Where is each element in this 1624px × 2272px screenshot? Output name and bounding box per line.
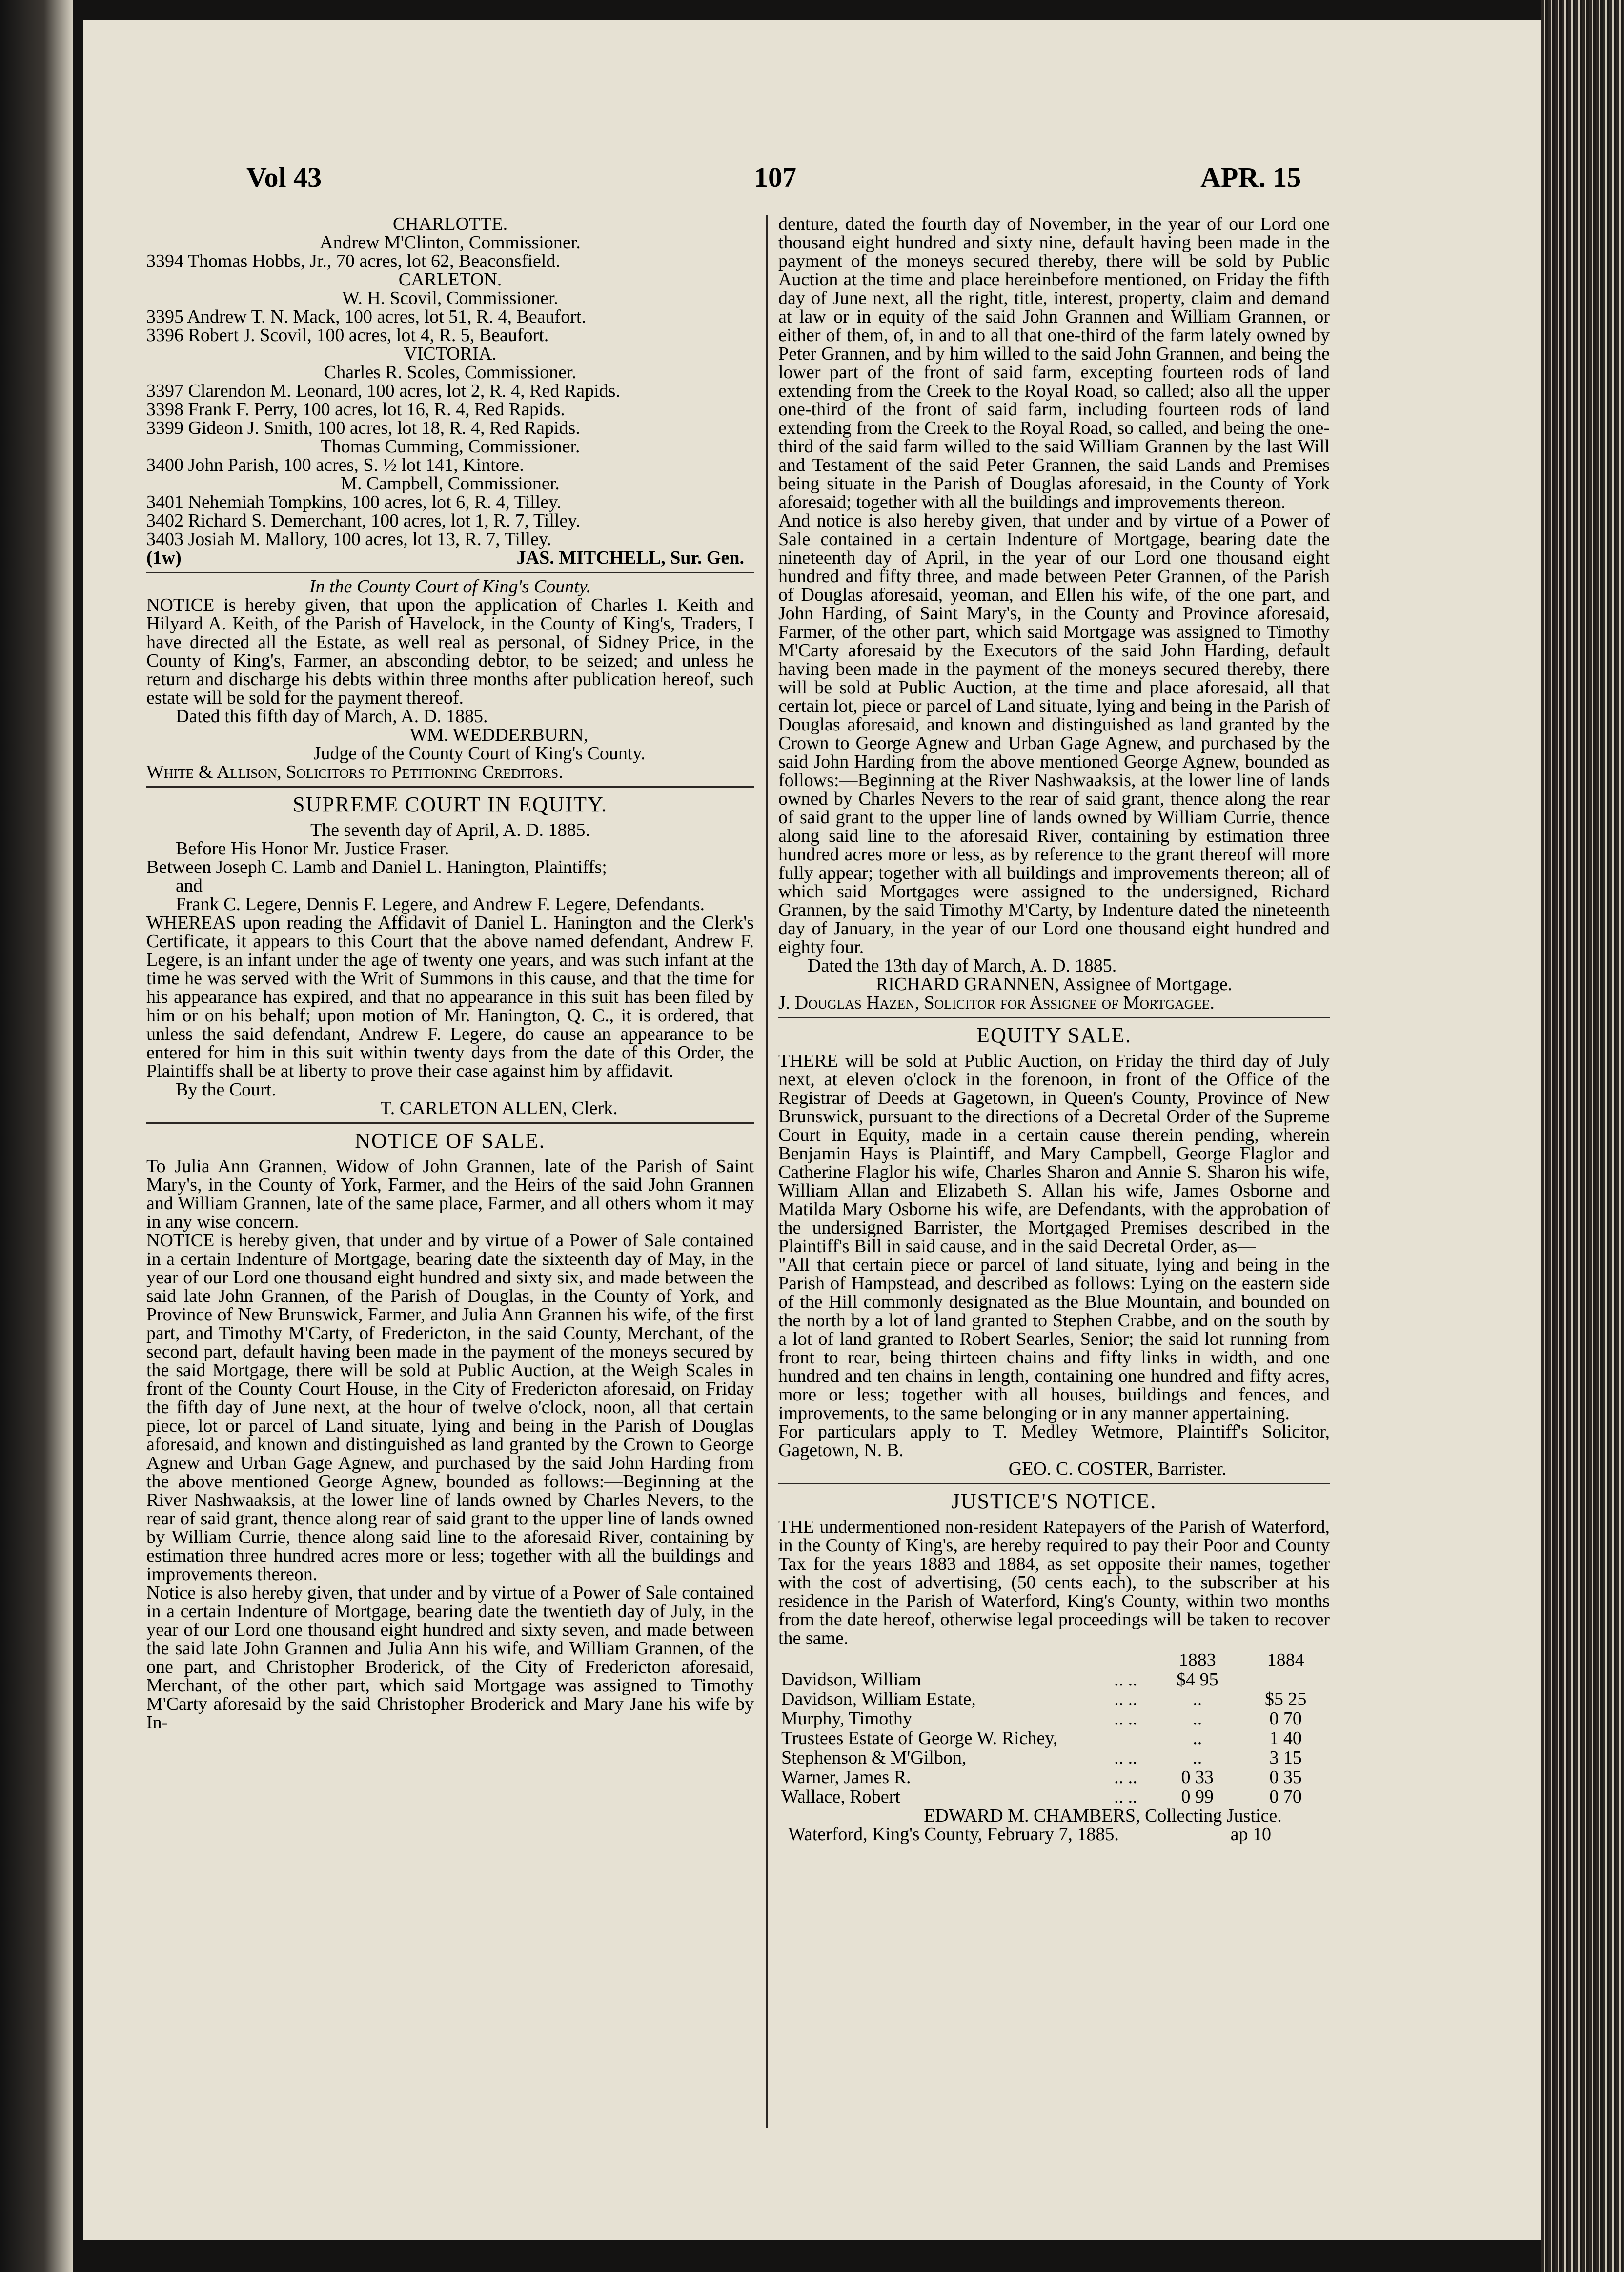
supreme-court-date: The seventh day of April, A. D. 1885. [310,820,590,840]
justice-place: Waterford, King's County, February 7, 1885. [788,1824,1119,1845]
county-court-dated: Dated this fifth day of March, A. D. 1885. [176,706,488,727]
tax-1884: 0 35 [1269,1767,1302,1787]
equity-sale-title: EQUITY SALE. [976,1023,1132,1047]
notice-of-sale-para-3: And notice is also hereby given, that under and by virtue of a Power of Sale contained in a certain Indenture of Mortgage, bearing date the nineteenth day of April, in the year of our Lord one thousand eight hundred and fifty three, and made between Peter Grannen, of the Parish of Douglas aforesaid, yeoman, and Ellen his wife, of the one part, and John Harding, of Saint Mary's, in the County and Province aforesaid, Farmer, of the other part, which said Mortgage was assigned to Timothy M'Carty aforesaid by the Executors of the said John Harding, default having been made in the payment of the moneys secured thereby, there will be sold at Public Auction, at the time and place aforesaid, all that certain lot, piece or parcel of Land situate, lying and being in the Parish of Douglas aforesaid, and known and distinguished as land granted by the Crown to George Agnew and Urban Gage Agnew, and purchased by the said John Harding from the above mentioned George Agnew, bounded as follows:—Beginning at the River Nashwaaksis, at the lower line of lands owned by Charles Nevers to the rear of said grant, thence along the rear of said grant to the upper line of lands owned by William Currie, thence along said line to the aforesaid River, containing by estimation three hundred acres more or less, as by reference to the grant thereof will more fully appear; together with all buildings and improvements thereon; all of which said Mortgages were assigned to the undersigned, Richard Grannen, by the said Timothy M'Carty, by Indenture dated the nineteenth day of January, in the year of our Lord one thousand eight hundred and eighty four. [778,510,1330,957]
tax-1884 [1241,1670,1330,1689]
leader-dots: .. .. [1114,1708,1137,1729]
grant-entry: 3397 Clarendon M. Leonard, 100 acres, lot 2, R. 4, Red Rapids. [146,381,620,401]
notice-of-sale-title: NOTICE OF SALE. [355,1129,546,1153]
tax-1884: $5 25 [1264,1689,1307,1709]
issue-date: APR. 15 [1200,162,1301,193]
table-row [778,1709,1330,1728]
ratepayer-name: Trustees Estate of George W. Richey, [781,1728,1058,1748]
grant-county: VICTORIA. [404,344,497,364]
supreme-court-by: By the Court. [176,1079,276,1100]
grant-commissioner: Andrew M'Clinton, Commissioner. [320,232,581,253]
tax-1883: 0 33 [1181,1767,1214,1787]
table-row [778,1748,1330,1767]
justice-notice-title: JUSTICE'S NOTICE. [951,1489,1157,1513]
divider [778,1017,1330,1018]
equity-sale-signer: GEO. C. COSTER, Barrister. [1008,1459,1227,1479]
grant-county: CARLETON. [398,269,502,290]
grant-entry: 3395 Andrew T. N. Mack, 100 acres, lot 51, R. 4, Beaufort. [146,306,586,327]
justice-notice-body: THE undermentioned non-resident Ratepayers of the Parish of Waterford, in the County of King's, are hereby required to pay their Poor and County Tax for the years 1883 and 1884, as set opposite their names, together with the cost of advertising, (50 cents each), to the subscriber at his residence in the Parish of Waterford, King's County, within two months from the date hereof, otherwise legal proceedings will be taken to recover the same. [778,1517,1330,1648]
supreme-court-defendants: Frank C. Legere, Dennis F. Legere, and Andrew F. Legere, Defendants. [176,894,705,914]
divider [146,572,754,573]
supreme-court-clerk: T. CARLETON ALLEN, Clerk. [380,1098,618,1118]
ratepayer-name: Wallace, Robert [781,1786,900,1807]
supreme-court-body: WHEREAS upon reading the Affidavit of Daniel L. Hanington and the Clerk's Certificate, it appears to this Court that the above named defendant, Andrew F. Legere, is an infant under the age of twenty one years, and was such infant at the time he was served with the Writ of Summons in this cause, and that the time for his appearance has expired, and that no appearance in this suit has been filed by him or on his behalf; upon motion of Mr. Hanington, Q. C., it is ordered, that unless the said defendant, Andrew F. Legere, do cause an appearance to be entered for him in this suit within twenty days from the date of this Order, the Plaintiffs shall be at liberty to prove their case against him by affidavit. [146,913,754,1081]
table-row [778,1767,1330,1787]
land-grants-list [146,215,754,548]
page-edges [1541,0,1624,2272]
grant-entry: 3400 John Parish, 100 acres, S. ½ lot 141, Kintore. [146,455,524,475]
supreme-court-between: Between Joseph C. Lamb and Daniel L. Hanington, Plaintiffs; [146,857,607,877]
grants-mark: (1w) [146,548,182,568]
leader-dots: .. .. [1114,1747,1137,1768]
leader-dots: .. .. [1114,1767,1137,1787]
grant-entry: 3396 Robert J. Scovil, 100 acres, lot 4, R. 5, Beaufort. [146,325,549,345]
grants-signature [146,548,754,567]
table-row [778,1689,1330,1709]
equity-sale-body: THERE will be sold at Public Auction, on Friday the third day of July next, at eleven o'clock in the forenoon, in front of the Office of the Registrar of Deeds at Gagetown, in Queen's County, Province of New Brunswick, pursuant to the directions of a Decretal Order of the Supreme Court in Equity, made in a certain cause therein pending, wherein Benjamin Hays is Plaintiff, and Mary Campbell, George Flaglor and Catherine Flaglor his wife, Charles Sharon and Annie S. Sharon his wife, William Allan and Elizabeth S. Allan his wife, James Osborne and Matilda Mary Osborne his wife, are Defendants, with the approbation of the undersigned Barrister, the Mortgaged Premises described in the Plaintiff's Bill in said cause, and in the said Decretal Order, as— [778,1051,1330,1257]
justice-signer: EDWARD M. CHAMBERS, Collecting Justice. [924,1805,1282,1826]
supreme-court-and: and [176,875,203,896]
leader-dots: .. .. [1114,1689,1137,1709]
county-court-signer: WM. WEDDERBURN, [409,725,589,745]
column-divider [766,215,768,2128]
leader-dots [1098,1728,1153,1748]
tax-1883: .. [1193,1708,1202,1729]
volume-label: Vol 43 [246,162,322,193]
tax-1884: 1 40 [1269,1728,1302,1748]
grant-entry: 3394 Thomas Hobbs, Jr., 70 acres, lot 62, Beaconsfield. [146,251,560,271]
county-court-solicitors: White & Allison, Solicitors to Petitioning Creditors. [146,762,563,782]
book-spine [0,0,73,2272]
tax-1883: $4 95 [1177,1669,1218,1690]
ratepayer-name: Davidson, William Estate, [781,1689,976,1709]
tax-1884: 3 15 [1269,1747,1302,1768]
county-court-body: NOTICE is hereby given, that upon the application of Charles I. Keith and Hilyard A. Keith, of the Parish of Havelock, in the County of King's, Traders, I have directed all the Estate, as well real as personal, of Sidney Price, in the County of King's, Farmer, an absconding debtor, to be seized; and unless he return and discharge his debts within three months after publication hereof, such estate will be sold for the payment thereof. [146,595,754,708]
grant-entry: 3401 Nehemiah Tompkins, 100 acres, lot 6, R. 4, Tilley. [146,492,562,512]
table-row [778,1728,1330,1748]
tax-1883: .. [1193,1689,1202,1709]
notice-of-sale-para-2-cont: denture, dated the fourth day of November, in the year of our Lord one thousand eight hundred and sixty nine, default having been made in the payment of the moneys secured thereby, there will be sold by Public Auction at the time and place hereinbefore mentioned, on Friday the fifth day of June next, all the right, title, interest, property, claim and demand at law or in equity of the said John Grannen and William Grannen, or either of them, of, in and to all that one-third of the farm lately owned by Peter Grannen, and by him willed to the said John Grannen, and being the lower part of the front of said farm, excepting fourteen rods of land extending from the Creek to the Royal Road, so called; also all the upper one-third of the front of said farm, including fourteen rods of land extending from the Creek to the Royal Road, so called, and being the one-third of the said farm willed to the said William Grannen by the last Will and Testament of the said Peter Grannen, the said Lands and Premises being situate in the Parish of Douglas aforesaid, in the County of York aforesaid; together with all the buildings and improvements thereon. [778,214,1330,512]
table-row [778,1787,1330,1806]
grant-entry: 3402 Richard S. Demerchant, 100 acres, lot 1, R. 7, Tilley. [146,510,581,531]
right-column [778,215,1330,1844]
surveyor-general: JAS. MITCHELL, Sur. Gen. [516,548,744,568]
notice-of-sale-signer: RICHARD GRANNEN, Assignee of Mortgage. [875,974,1233,994]
leader-dots: .. .. [1114,1786,1137,1807]
justice-footer [778,1825,1330,1844]
year-1883-header: 1883 [1178,1650,1216,1670]
tax-1883: 0 99 [1181,1786,1214,1807]
grant-commissioner: W. H. Scovil, Commissioner. [342,288,558,308]
notice-of-sale-para-1: NOTICE is hereby given, that under and by virtue of a Power of Sale contained in a certain Indenture of Mortgage, bearing date the sixteenth day of May, in the year of our Lord one thousand eight hundred and sixty six, and made between the said late John Grannen, of the Parish of Douglas, in the County of York, and Province of New Brunswick, Farmer, and Julia Ann Grannen his wife, of the first part, and Timothy M'Carty, of Fredericton, in the said County, Merchant, of the second part, default having been made in the payment of the moneys secured by the said Mortgage, there will be sold at Public Auction, at the Weigh Scales in front of the County Court House, in the City of Fredericton aforesaid, on Friday the fifth day of June next, at the hour of twelve o'clock, noon, all that certain piece, lot or parcel of Land situate, lying and being in the Parish of Douglas aforesaid, and known and distinguished as land granted by the Crown to George Agnew and Urban Gage Agnew, and purchased by the said John Harding from the above mentioned George Agnew, bounded as follows:—Beginning at the River Nashwaaksis, at the lower line of lands owned by Charles Nevers, to the rear of said grant, thence along rear of said grant to the upper line of lands owned by William Currie, thence along said line to the aforesaid River, containing by estimation three hundred acres more or less; together with all the buildings and improvements thereon. [146,1230,754,1584]
grant-entry: 3399 Gideon J. Smith, 100 acres, lot 18, R. 4, Red Rapids. [146,418,580,438]
grant-entry: 3398 Frank F. Perry, 100 acres, lot 16, R. 4, Red Rapids. [146,399,565,420]
ratepayer-name: Stephenson & M'Gilbon, [781,1747,967,1768]
tax-1884: 0 70 [1269,1786,1302,1807]
notice-of-sale-to: To Julia Ann Grannen, Widow of John Grannen, late of the Parish of Saint Mary's, in the County of York, Farmer, and the Heirs of the said John Grannen and William Grannen, late of the same place, Farmer, and all others whom it may in any wise concern. [146,1156,754,1232]
table-row [778,1670,1330,1689]
tax-1883: .. [1193,1728,1202,1748]
divider [778,1483,1330,1484]
leader-dots: .. .. [1114,1669,1137,1690]
divider [146,1122,754,1124]
tax-1884: 0 70 [1269,1708,1302,1729]
grant-commissioner: M. Campbell, Commissioner. [341,473,560,494]
notice-of-sale-dated: Dated the 13th day of March, A. D. 1885. [808,955,1117,976]
equity-sale-particulars: For particulars apply to T. Medley Wetmore, Plaintiff's Solicitor, Gagetown, N. B. [778,1421,1330,1461]
ratepayer-name: Warner, James R. [781,1767,911,1787]
ratepayer-name: Murphy, Timothy [781,1708,912,1729]
grant-commissioner: Charles R. Scoles, Commissioner. [324,362,577,383]
tax-1883: .. [1193,1747,1202,1768]
grant-entry: 3403 Josiah M. Mallory, 100 acres, lot 13, R. 7, Tilley. [146,529,552,549]
notice-of-sale-para-2: Notice is also hereby given, that under and by virtue of a Power of Sale contained in a certain Indenture of Mortgage, bearing date the twentieth day of July, in the year of our Lord one thousand eight hundred and sixty seven, and made between the said late John Grannen and Julia Ann his wife, and William Grannen, of the one part, and Christopher Broderick, of the City of Fredericton aforesaid, Merchant, of the other part, which said Mortgage was assigned to Timothy M'Carty aforesaid by the said Christopher Broderick and Mary Jane his wife by In- [146,1582,754,1733]
supreme-court-before: Before His Honor Mr. Justice Fraser. [176,838,449,859]
ratepayer-name: Davidson, William [781,1669,921,1690]
county-court-title: In the County Court of King's County. [309,576,591,597]
ratepayers-table [778,1650,1330,1806]
justice-mark: ap 10 [1230,1824,1271,1845]
supreme-court-title: SUPREME COURT IN EQUITY. [292,792,608,816]
divider [146,786,754,788]
equity-sale-quote: "All that certain piece or parcel of land situate, lying and being in the Parish of Hampstead, and described as follows: Lying on the eastern side of the Hill commonly designated as the Blue Mountain, and bounded on the north by a lot of land granted to Stephen Crabbe, and on the south by a lot of land granted to Robert Searles, Senior; the said lot running from front to rear, being thirteen chains and fifty links in width, and one hundred and ten chains in length, containing one hundred and fifty acres, more or less; together with all houses, buildings and fences, and improvements, to the same belonging or in any manner appertaining. [778,1255,1330,1423]
table-header-row [778,1650,1330,1670]
year-1884-header: 1884 [1267,1650,1304,1670]
page-number: 107 [754,162,796,193]
grant-county: CHARLOTTE. [392,214,508,234]
notice-of-sale-solicitor: J. Douglas Hazen, Solicitor for Assignee of Mortgagee. [778,993,1215,1013]
county-court-signer-title: Judge of the County Court of King's County. [313,743,646,764]
grant-commissioner: Thomas Cumming, Commissioner. [320,436,580,457]
left-column [146,215,754,1732]
